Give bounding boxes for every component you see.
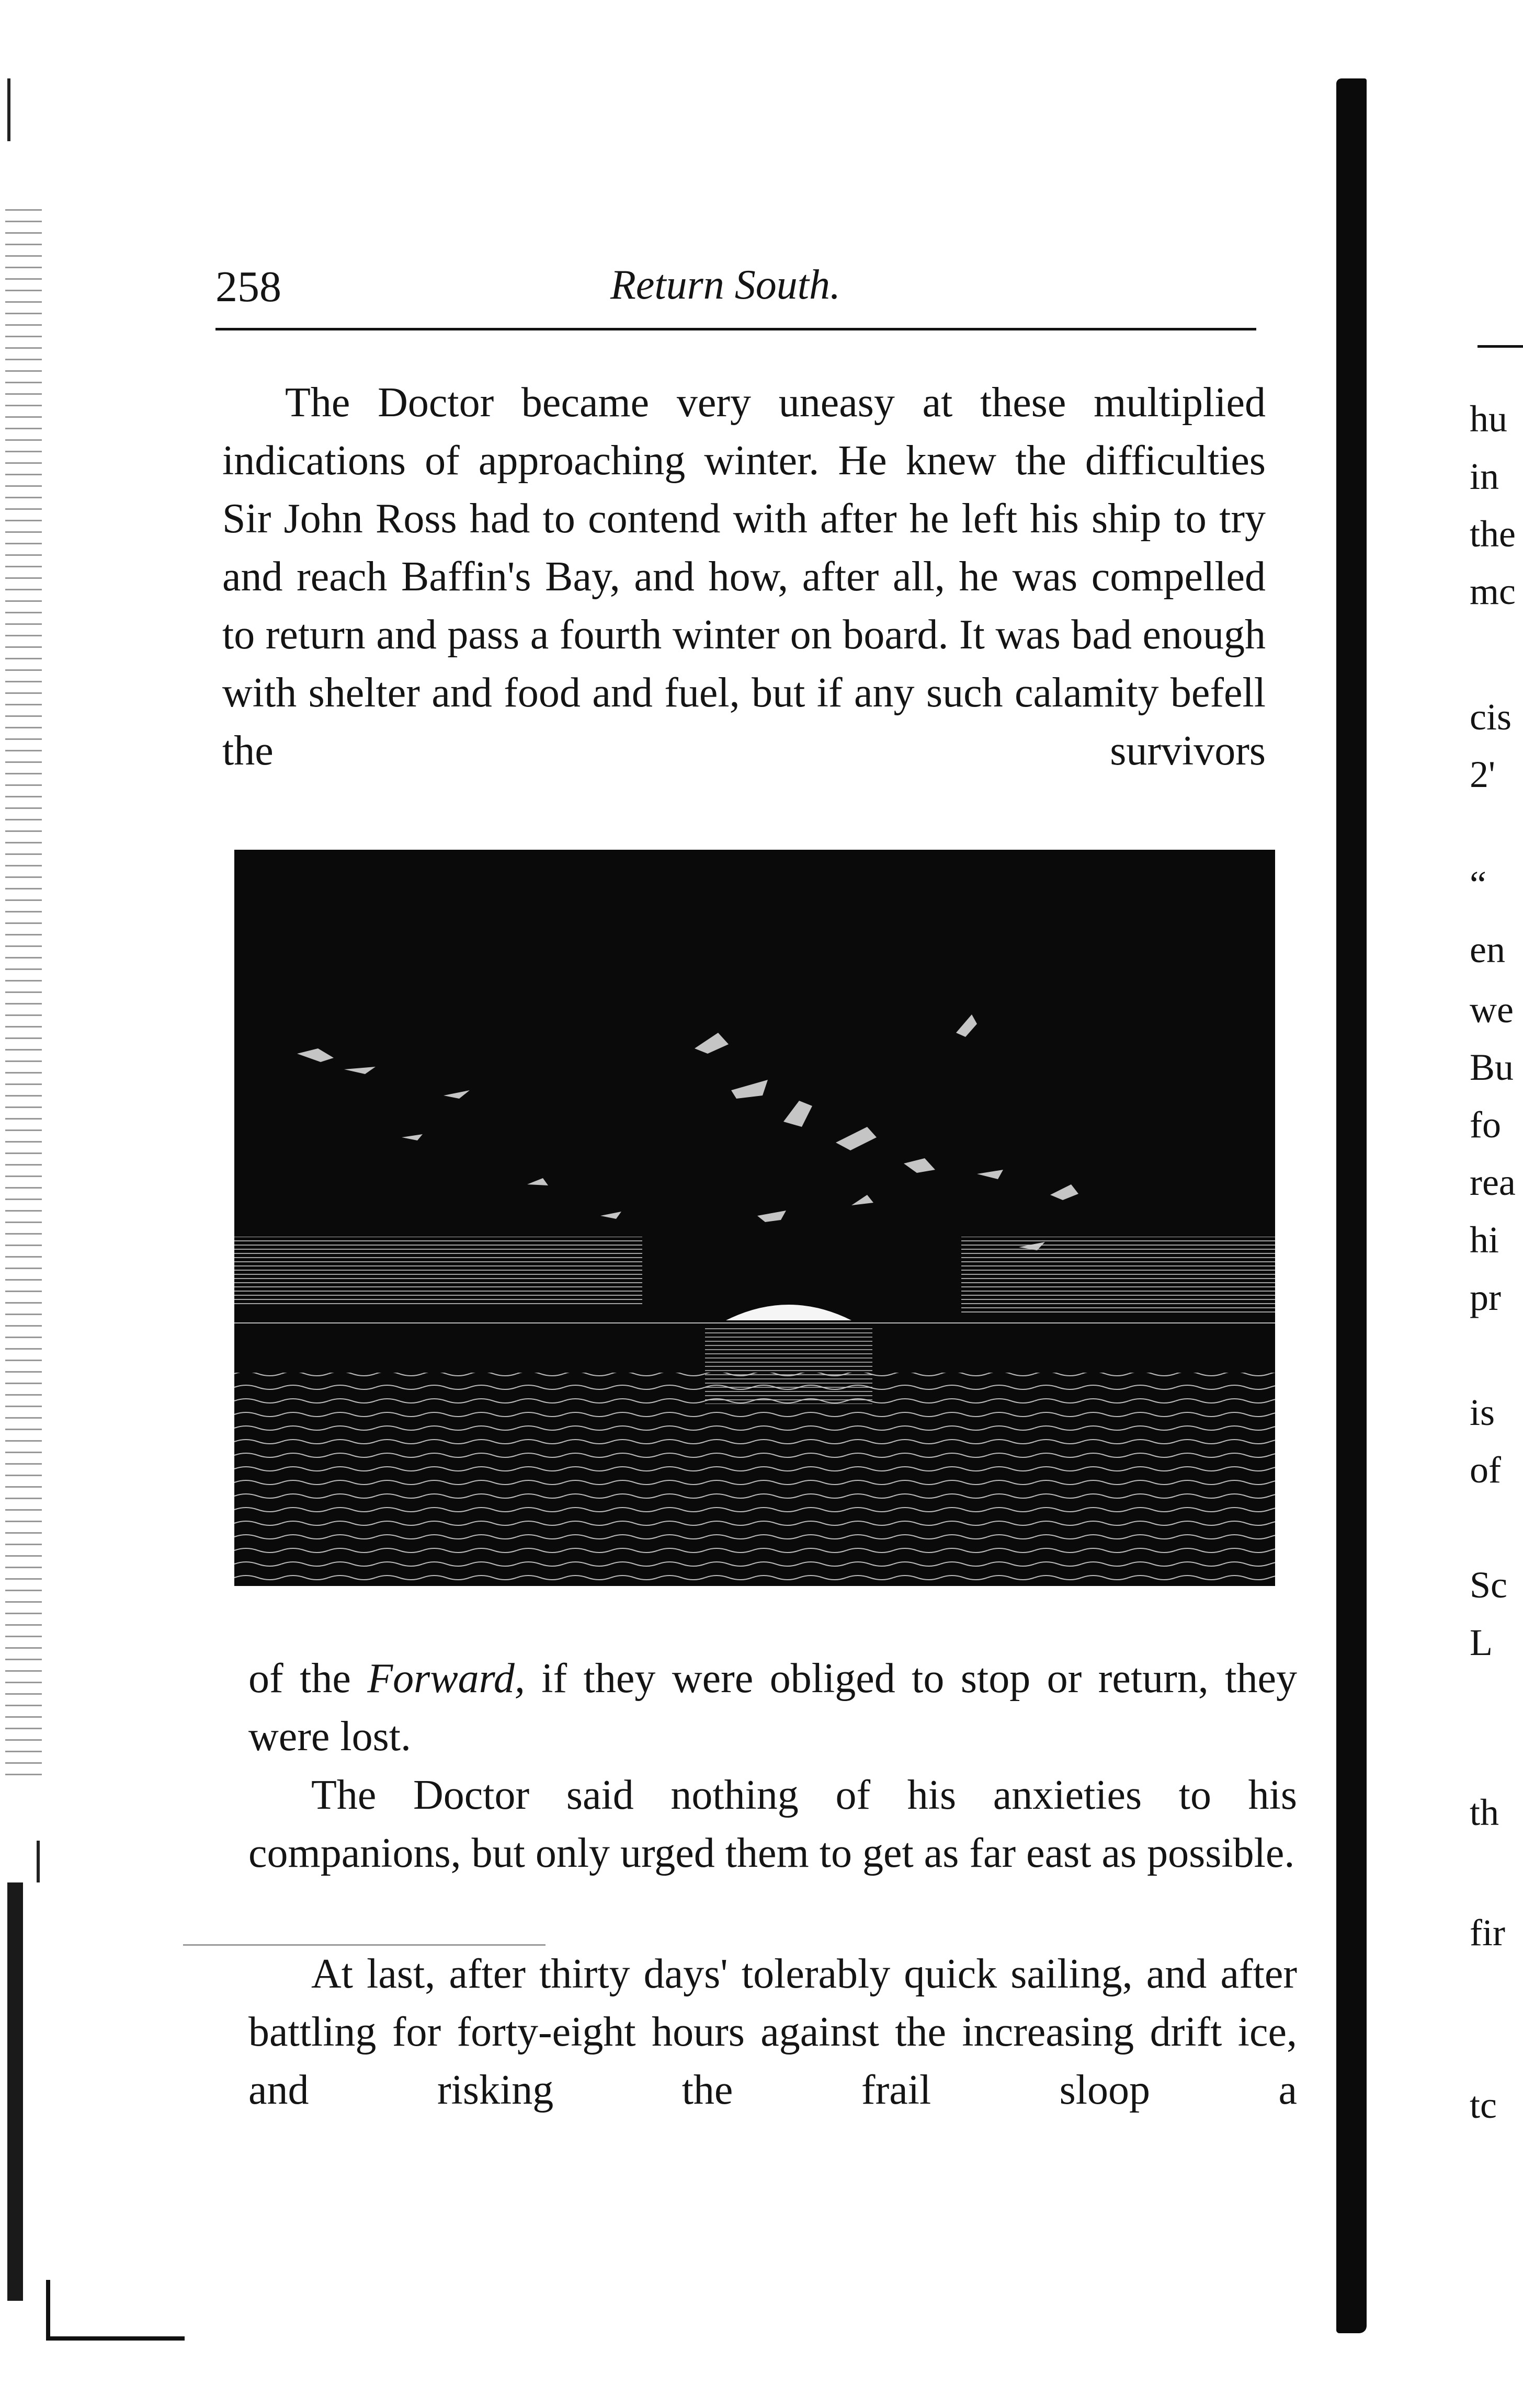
next-page-fragment: th <box>1470 1791 1499 1833</box>
running-title: Return South. <box>610 262 840 308</box>
next-page-fragment: pr <box>1470 1276 1501 1318</box>
paragraph-last <box>248 1945 1297 2119</box>
next-page-fragment: L <box>1470 1622 1493 1663</box>
next-page-fragment: rea <box>1470 1161 1516 1203</box>
paragraph-doctor-anxieties <box>248 1766 1297 1882</box>
paragraph-after-illustration <box>248 1650 1297 1766</box>
next-page-fragment: hi <box>1470 1219 1499 1261</box>
next-page-fragment: tc <box>1470 2084 1497 2126</box>
next-page-fragment: fo <box>1470 1104 1501 1146</box>
binding-corner-rule <box>46 2336 185 2341</box>
paragraph-before-illustration <box>222 374 1266 780</box>
page-fold-shadow <box>1336 78 1367 2333</box>
next-page-fragment: hu <box>1470 398 1507 440</box>
binding-mark <box>37 1841 40 1882</box>
paragraph-text: The Doctor said nothing of his anxieties to his companions, but only urged them to get as far east as possible. <box>248 1772 1297 1876</box>
paragraph-text: At last, after thirty days' tolerably quick sailing, and after battling for forty-eight hours against the increasing drift ice, and risking the frail sloop a <box>248 1951 1297 2113</box>
header-rule <box>215 328 1256 330</box>
next-page-fragment: of <box>1470 1449 1501 1491</box>
next-page-fragment: mc <box>1470 570 1516 612</box>
engraving-illustration <box>234 850 1275 1586</box>
next-page-fragment: “ <box>1470 863 1486 905</box>
next-page-fragment: fir <box>1470 1912 1505 1954</box>
binding-edge <box>0 0 63 2408</box>
page-number: 258 <box>215 263 281 311</box>
paragraph-text: The Doctor became very uneasy at these multiplied indications of approaching winter. He knew the difficulties Sir John Ross had to contend with after he left his ship to try and reach Baffin's Bay, and how, after all, he was compelled to return and pass a fourth winter on board. It was bad enough with shelter and food and fuel, but if any such calamity befell the survivors <box>222 380 1266 774</box>
paragraph-text-start: of the <box>248 1656 368 1702</box>
next-page-header-rule <box>1477 345 1523 348</box>
next-page-fragment: Bu <box>1470 1046 1514 1088</box>
sky-hatching <box>961 1237 1275 1315</box>
next-page-fragment: 2' <box>1470 754 1495 795</box>
binding-speckle <box>5 209 42 1778</box>
next-page-fragment: in <box>1470 455 1499 497</box>
next-page-fragment: en <box>1470 929 1505 971</box>
arctic-sunset-engraving <box>234 850 1275 1586</box>
sun-reflection <box>705 1326 872 1404</box>
binding-corner <box>46 2280 50 2341</box>
paragraph-text-end: if they were obliged to stop or return, they were lost. <box>248 1656 1298 1760</box>
next-page-fragment: Sc <box>1470 1564 1507 1606</box>
ship-name: Forward, <box>367 1656 525 1702</box>
page-header <box>215 261 1256 324</box>
binding-strip <box>7 1882 23 2301</box>
sky-hatching <box>234 1237 642 1305</box>
next-page-fragment: the <box>1470 513 1516 555</box>
binding-mark <box>7 78 10 141</box>
next-page-fragment: we <box>1470 989 1514 1031</box>
next-page-fragment: cis <box>1470 696 1511 738</box>
next-page-fragment: is <box>1470 1391 1495 1433</box>
